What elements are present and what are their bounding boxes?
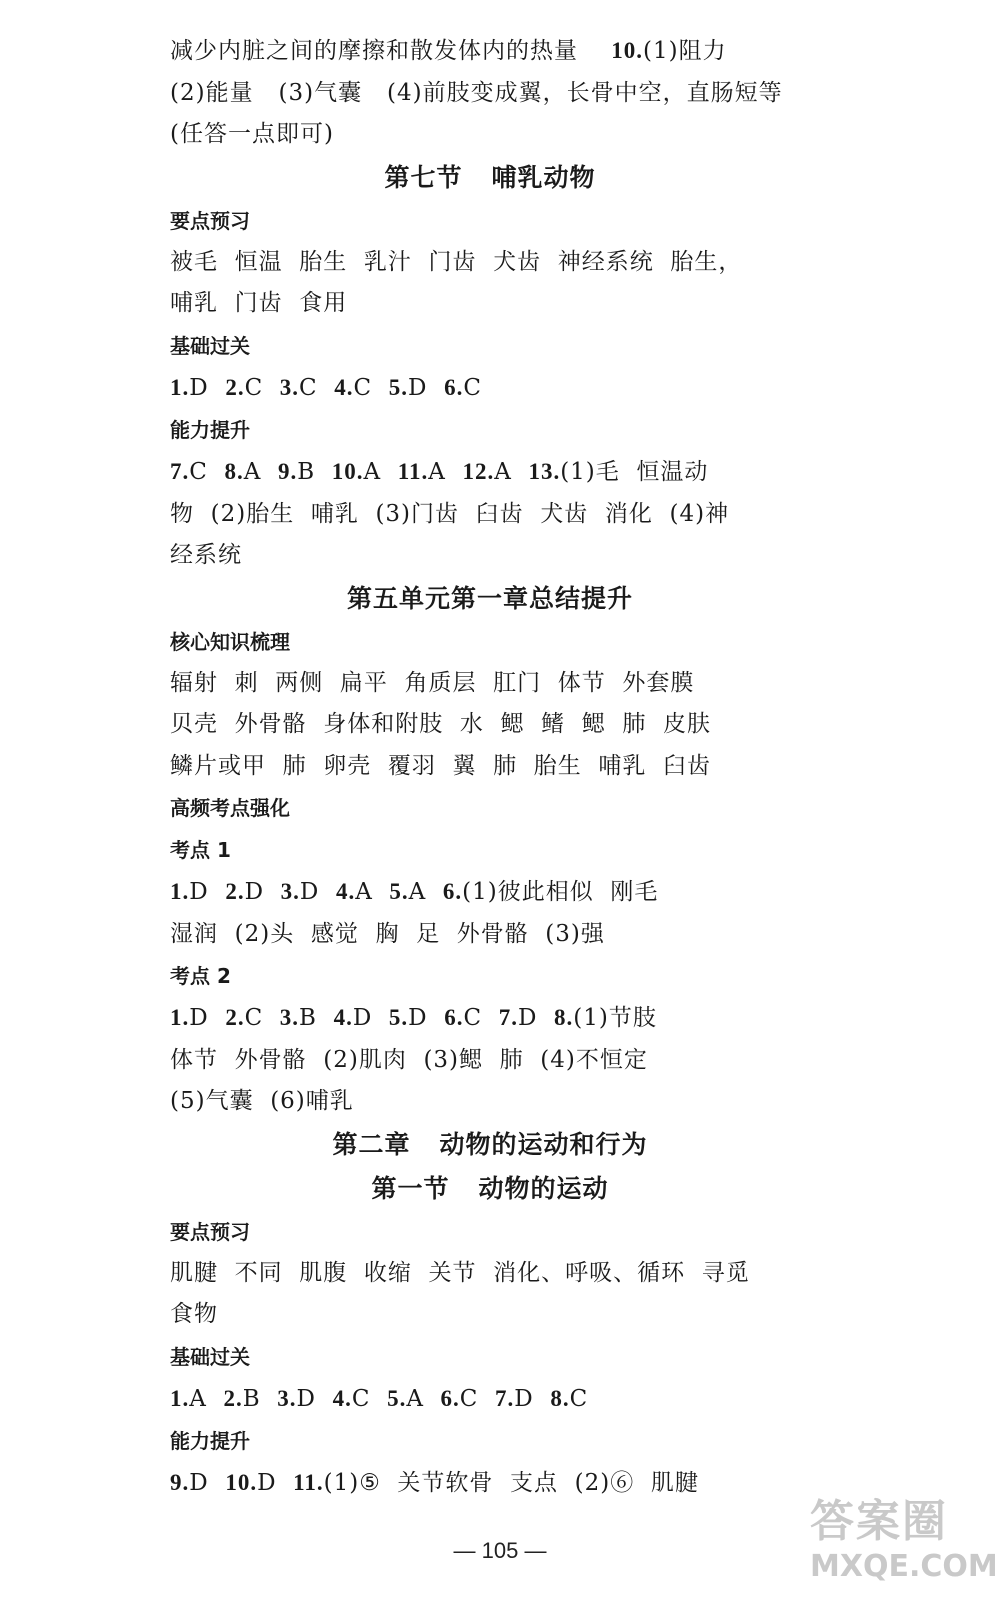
answer-text: 鳞片或甲 肺 卵壳 覆羽 翼 肺 胎生 哺乳 臼齿 bbox=[170, 752, 711, 779]
answer-line bbox=[170, 283, 810, 325]
answer-text: A bbox=[355, 879, 390, 905]
question-number: 5. bbox=[389, 879, 409, 904]
answer-text: D bbox=[189, 1005, 226, 1031]
question-number: 5. bbox=[387, 1385, 407, 1411]
answer-text: 食物 bbox=[170, 1301, 218, 1327]
answer-text: D bbox=[408, 374, 445, 401]
answer-line bbox=[170, 746, 810, 788]
answer-text: 贝壳 外骨骼 身体和附肢 水 鳃 鳍 鳃 肺 皮肤 bbox=[170, 711, 711, 737]
answer-text: A bbox=[408, 879, 443, 905]
answer-text: D bbox=[244, 879, 281, 905]
question-number: 2. bbox=[225, 1005, 245, 1030]
subsection-heading: 高频考点强化 bbox=[170, 796, 290, 820]
subsection-heading: 基础过关 bbox=[170, 333, 250, 358]
answer-text: A bbox=[363, 459, 398, 485]
answer-text: (5)气囊 (6)哺乳 bbox=[170, 1088, 354, 1114]
answer-line bbox=[170, 1294, 810, 1336]
question-number: 3. bbox=[279, 1005, 300, 1030]
answer-text: 体节 外骨骼 (2)肌肉 (3)鳃 肺 (4)不恒定 bbox=[170, 1046, 648, 1073]
section-heading: 第二章 动物的运动和行为 bbox=[332, 1129, 648, 1159]
answer-text: (2)能量 (3)气囊 (4)前肢变成翼，长骨中空，直肠短等 bbox=[170, 79, 783, 106]
answer-text: D bbox=[408, 1005, 445, 1031]
question-number: 9. bbox=[277, 459, 298, 484]
watermark-logo bbox=[810, 1485, 998, 1595]
question-number: 1. bbox=[170, 374, 190, 400]
question-number: 1. bbox=[170, 879, 190, 904]
question-number: 6. bbox=[444, 374, 464, 400]
question-number: 6. bbox=[440, 1385, 460, 1411]
answer-text: B bbox=[299, 1005, 334, 1031]
answer-text: A bbox=[243, 459, 278, 485]
answer-line bbox=[170, 30, 810, 73]
answer-text: D bbox=[189, 374, 226, 401]
answer-line bbox=[170, 1040, 810, 1082]
answer-line bbox=[170, 1253, 810, 1295]
answer-text: C bbox=[299, 374, 335, 401]
question-number: 1. bbox=[170, 1385, 190, 1411]
answer-text: 哺乳 门齿 食用 bbox=[170, 290, 348, 316]
subsection-heading: 核心知识梳理 bbox=[170, 629, 290, 654]
answer-text: A bbox=[494, 459, 529, 485]
answer-text: 湿润 (2)头 感觉 胸 足 外骨骼 (3)强 bbox=[170, 920, 605, 947]
answer-text: C bbox=[353, 374, 389, 401]
answer-line bbox=[170, 1378, 810, 1421]
answer-text: (1)阻力 bbox=[643, 38, 727, 64]
question-number: 11. bbox=[397, 459, 429, 484]
answer-text: C bbox=[189, 459, 225, 485]
watermark-cn: 答案圈 bbox=[810, 1496, 948, 1547]
answer-line bbox=[170, 535, 810, 577]
answer-text: (1)⑤ 关节软骨 支点 (2)⑥ 肌腱 bbox=[323, 1470, 699, 1496]
answer-text: D bbox=[189, 879, 226, 905]
answer-text: 减少内脏之间的摩擦和散发体内的热量 bbox=[170, 38, 612, 64]
answer-text: D bbox=[299, 879, 336, 905]
answer-text: C bbox=[244, 374, 280, 401]
answer-text: C bbox=[463, 374, 482, 401]
question-number: 2. bbox=[223, 1385, 243, 1411]
answer-text: C bbox=[244, 1005, 280, 1031]
question-number: 2. bbox=[225, 374, 245, 400]
question-number: 4. bbox=[333, 1005, 353, 1030]
answer-text: B bbox=[297, 459, 332, 485]
answer-line bbox=[170, 914, 810, 956]
question-number: 10. bbox=[331, 459, 364, 484]
answer-line bbox=[170, 367, 810, 410]
question-number: 3. bbox=[280, 879, 300, 904]
answer-text: B bbox=[242, 1385, 278, 1412]
answer-text: D bbox=[352, 1005, 389, 1031]
answer-line bbox=[170, 242, 810, 284]
question-number: 9. bbox=[170, 1470, 190, 1495]
question-number: 7. bbox=[170, 459, 190, 484]
subsection-heading: 要点预习 bbox=[170, 208, 250, 233]
question-number: 7. bbox=[498, 1005, 518, 1030]
answer-line bbox=[170, 997, 810, 1040]
question-number: 8. bbox=[550, 1385, 570, 1411]
question-number: 4. bbox=[332, 1385, 352, 1411]
question-number: 6. bbox=[442, 879, 463, 904]
answer-text: (1)毛 恒温动 bbox=[560, 459, 709, 485]
answer-text: (任答一点即可) bbox=[170, 121, 334, 147]
question-number: 10. bbox=[611, 38, 643, 63]
answer-text: A bbox=[428, 459, 463, 485]
answer-line bbox=[170, 73, 810, 115]
question-number: 3. bbox=[277, 1385, 297, 1411]
answer-line bbox=[170, 1462, 810, 1505]
question-number: 12. bbox=[462, 459, 495, 484]
answer-line bbox=[170, 663, 810, 705]
answer-line bbox=[170, 114, 810, 156]
answer-text: 被毛 恒温 胎生 乳汁 门齿 犬齿 神经系统 胎生， bbox=[170, 248, 743, 275]
answer-text: 物 (2)胎生 哺乳 (3)门齿 臼齿 犬齿 消化 (4)神 bbox=[170, 500, 730, 527]
question-number: 4. bbox=[334, 374, 354, 400]
section-heading: 第一节 动物的运动 bbox=[371, 1173, 609, 1203]
subsection-heading: 要点预习 bbox=[170, 1219, 250, 1244]
answer-line bbox=[170, 871, 810, 914]
question-number: 10. bbox=[225, 1470, 258, 1495]
answer-text: D bbox=[514, 1385, 551, 1412]
answer-text: (1)彼此相似 刚毛 bbox=[462, 879, 659, 905]
subsection-heading: 能力提升 bbox=[170, 1429, 250, 1453]
answer-text: D bbox=[517, 1005, 554, 1031]
question-number: 6. bbox=[444, 1005, 464, 1030]
watermark-en: MXQE.COM bbox=[810, 1549, 998, 1584]
question-number: 2. bbox=[225, 879, 245, 904]
answer-text: 肌腱 不同 肌腹 收缩 关节 消化、呼吸、循环 寻觅 bbox=[170, 1259, 750, 1286]
question-number: 11. bbox=[293, 1470, 324, 1495]
answer-text: (1)节肢 bbox=[573, 1005, 657, 1031]
answer-text: C bbox=[459, 1385, 496, 1412]
answer-text: A bbox=[189, 1385, 224, 1412]
page-number: — 105 — bbox=[453, 1538, 547, 1563]
answer-text: D bbox=[257, 1470, 294, 1496]
question-number: 8. bbox=[224, 459, 244, 484]
answer-text: 经系统 bbox=[170, 542, 242, 568]
question-number: 4. bbox=[335, 879, 356, 904]
answer-text: C bbox=[463, 1005, 499, 1031]
answer-line bbox=[170, 494, 810, 536]
subsection-heading: 基础过关 bbox=[170, 1344, 250, 1369]
question-number: 7. bbox=[495, 1385, 515, 1411]
question-number: 8. bbox=[554, 1005, 574, 1030]
answer-text: A bbox=[406, 1385, 441, 1412]
answer-line bbox=[170, 1081, 810, 1123]
question-number: 13. bbox=[528, 459, 561, 484]
answer-text: D bbox=[189, 1470, 226, 1496]
subsection-heading: 考点 1 bbox=[170, 838, 231, 862]
answer-text: C bbox=[569, 1385, 589, 1412]
question-number: 5. bbox=[388, 1005, 409, 1030]
subsection-heading: 考点 2 bbox=[170, 964, 231, 988]
subsection-heading: 能力提升 bbox=[170, 418, 250, 442]
answer-line bbox=[170, 451, 810, 494]
answer-text: D bbox=[296, 1385, 333, 1412]
section-heading: 第七节 哺乳动物 bbox=[384, 162, 596, 192]
question-number: 3. bbox=[279, 374, 300, 400]
answer-text: 辐射 刺 两侧 扁平 角质层 肛门 体节 外套膜 bbox=[170, 669, 695, 696]
question-number: 5. bbox=[388, 374, 409, 400]
answer-text: C bbox=[351, 1385, 388, 1412]
answer-line bbox=[170, 704, 810, 746]
question-number: 1. bbox=[170, 1005, 190, 1030]
section-heading: 第五单元第一章总结提升 bbox=[346, 583, 633, 613]
answer-page bbox=[170, 30, 810, 1505]
